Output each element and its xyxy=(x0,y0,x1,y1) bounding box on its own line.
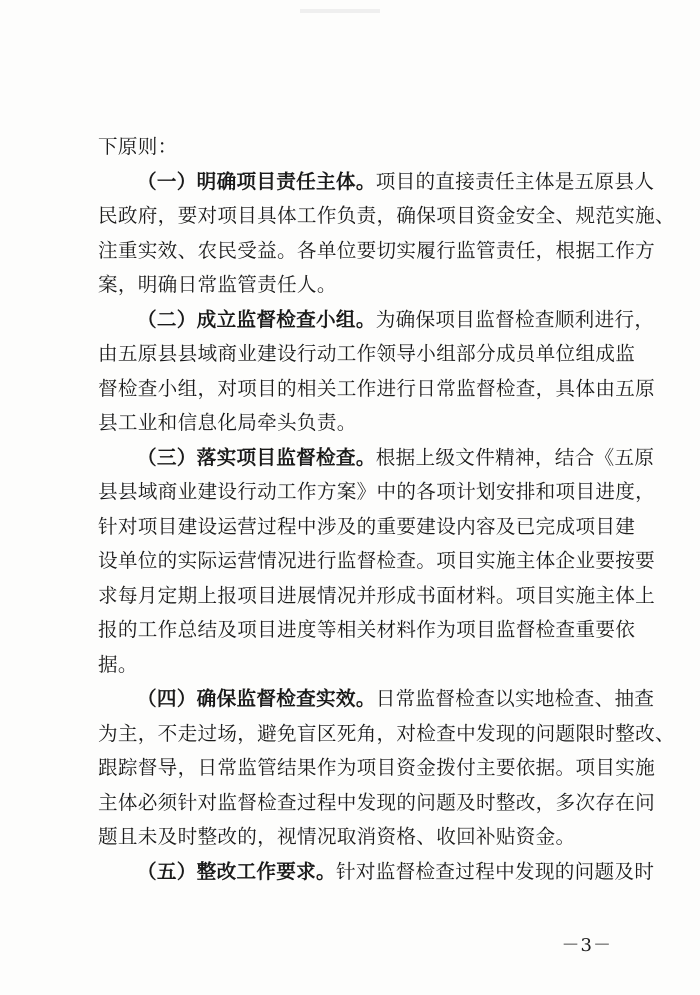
section-4-text-1: 日常监督检查以实地检查、抽查 xyxy=(375,687,655,710)
section-2-heading: （二）成立监督检查小组。 xyxy=(137,307,376,331)
section-3-text-7: 据。 xyxy=(98,652,138,676)
paragraph-4-line-5 xyxy=(98,820,613,855)
paragraph-3-line-4 xyxy=(98,544,656,579)
paragraph-2-line-2 xyxy=(98,337,636,372)
section-1-text-1: 项目的直接责任主体是五原县人 xyxy=(375,169,655,193)
paragraph-1-line-3 xyxy=(98,234,656,269)
paragraph-2-line-1 xyxy=(98,303,655,338)
section-3-heading: （三）落实项目监督检查。 xyxy=(137,445,376,469)
section-3-text-3: 针对项目建设运营过程中涉及的重要建设内容及已完成项目建 xyxy=(98,514,636,538)
paragraph-4-line-4 xyxy=(98,786,656,821)
section-3-text-1: 根据上级文件精神，结合《五原 xyxy=(375,445,655,469)
paragraph-3-line-2 xyxy=(98,475,656,510)
paragraph-3-line-3 xyxy=(98,510,636,545)
section-4-text-2: 为主，不走过场，避免盲区死角，对检查中发现的问题限时整改、 xyxy=(98,721,675,745)
paragraph-3-line-7 xyxy=(98,648,613,683)
section-4-text-4: 主体必须针对监督检查过程中发现的问题及时整改，多次存在问 xyxy=(98,790,656,814)
section-3-text-2: 县县域商业建设行动工作方案》中的各项计划安排和项目进度， xyxy=(98,480,656,503)
paragraph-4-line-3 xyxy=(98,751,656,786)
section-5-heading: （五）整改工作要求。 xyxy=(137,859,336,883)
section-1-heading: （一）明确项目责任主体。 xyxy=(137,169,376,193)
section-1-text-3: 注重实效、农民受益。各单位要切实履行监管责任，根据工作方 xyxy=(98,238,656,262)
section-3-text-5: 求每月定期上报项目进展情况并形成书面材料。项目实施主体上 xyxy=(98,583,656,607)
section-2-text-3: 督检查小组，对项目的相关工作进行日常监督检查，具体由五原 xyxy=(98,376,656,400)
intro-line xyxy=(98,130,613,165)
paragraph-1-line-2 xyxy=(98,199,675,234)
paragraph-2-line-3 xyxy=(98,372,656,407)
section-3-text-6: 报的工作总结及项目进度等相关材料作为项目监督检查重要依 xyxy=(98,618,636,641)
section-2-text-2: 由五原县县域商业建设行动工作领导小组部分成员单位组成监 xyxy=(98,342,636,365)
section-2-text-4: 县工业和信息化局牵头负责。 xyxy=(98,411,357,434)
page-number: －3－ xyxy=(561,935,612,956)
paragraph-3-line-6 xyxy=(98,613,636,648)
paragraph-3-line-1 xyxy=(98,441,655,476)
section-1-text-2: 民政府，要对项目具体工作负责，确保项目资金安全、规范实施、 xyxy=(98,204,675,227)
section-4-text-5: 题且未及时整改的，视情况取消资格、收回补贴资金。 xyxy=(98,825,576,848)
paragraph-5-line-1 xyxy=(98,855,655,890)
paragraph-1-line-4 xyxy=(98,268,613,303)
paragraph-1-line-1 xyxy=(98,165,655,200)
section-3-text-4: 设单位的实际运营情况进行监督检查。项目实施主体企业要按要 xyxy=(98,549,656,572)
section-4-text-3: 跟踪督导，日常监管结果作为项目资金拨付主要依据。项目实施 xyxy=(98,756,656,779)
section-1-text-4: 案，明确日常监管责任人。 xyxy=(98,273,337,296)
section-5-text-1: 针对监督检查过程中发现的问题及时 xyxy=(335,859,655,883)
section-2-text-1: 为确保项目监督检查顺利进行， xyxy=(375,307,655,331)
intro-text: 下原则： xyxy=(98,135,178,158)
document-body xyxy=(98,130,675,889)
paragraph-4-line-1 xyxy=(98,682,655,717)
scan-artifact xyxy=(300,9,380,13)
section-4-heading: （四）确保监督检查实效。 xyxy=(137,687,376,710)
paragraph-4-line-2 xyxy=(98,717,675,752)
paragraph-2-line-4 xyxy=(98,406,613,441)
paragraph-3-line-5 xyxy=(98,579,656,614)
